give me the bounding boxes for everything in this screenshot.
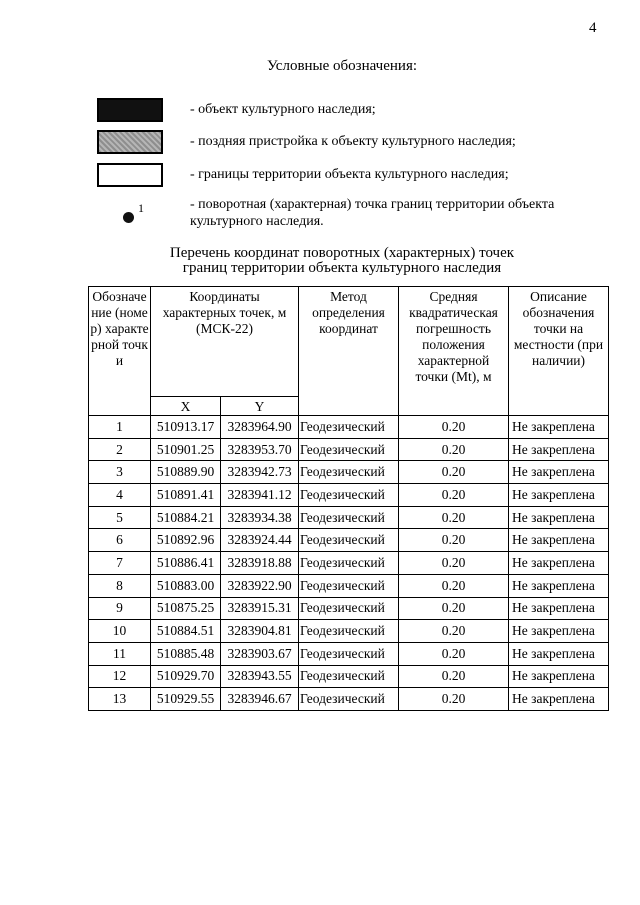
table-row [89, 529, 609, 552]
cell-description: Не закреплена [509, 506, 609, 529]
cell-x: 510889.90 [151, 461, 221, 484]
coordinates-table [88, 286, 609, 711]
cell-x: 510886.41 [151, 552, 221, 575]
cell-y: 3283946.67 [221, 688, 299, 711]
cell-description: Не закреплена [509, 552, 609, 575]
table-row [89, 620, 609, 643]
cell-y: 3283915.31 [221, 597, 299, 620]
legend-label-heritage-object: - объект культурного наследия; [190, 102, 376, 117]
header-coordinates: Координаты характерных точек, м (МСК-22) [151, 287, 299, 397]
cell-x: 510913.17 [151, 416, 221, 439]
cell-y: 3283953.70 [221, 438, 299, 461]
header-x: X [151, 397, 221, 416]
cell-y: 3283942.73 [221, 461, 299, 484]
cell-method: Геодезический [299, 552, 399, 575]
list-title-line2: границ территории объекта культурного наследия [182, 260, 502, 276]
cell-point-number: 2 [89, 438, 151, 461]
header-y: Y [221, 397, 299, 416]
cell-x: 510891.41 [151, 484, 221, 507]
table-row [89, 461, 609, 484]
cell-mean-error: 0.20 [399, 620, 509, 643]
cell-x: 510901.25 [151, 438, 221, 461]
legend-label-turning-point-line1: - поворотная (характерная) точка границ территории объекта [190, 197, 555, 212]
table-row [89, 642, 609, 665]
cell-description: Не закреплена [509, 484, 609, 507]
table-row [89, 574, 609, 597]
cell-mean-error: 0.20 [399, 574, 509, 597]
cell-description: Не закреплена [509, 574, 609, 597]
cell-x: 510875.25 [151, 597, 221, 620]
legend-label-territory-boundary: - границы территории объекта культурного наследия; [190, 167, 509, 182]
cell-point-number: 10 [89, 620, 151, 643]
cell-method: Геодезический [299, 665, 399, 688]
cell-description: Не закреплена [509, 529, 609, 552]
legend-swatch-heritage-object [97, 98, 163, 122]
cell-x: 510884.51 [151, 620, 221, 643]
cell-x: 510883.00 [151, 574, 221, 597]
cell-mean-error: 0.20 [399, 416, 509, 439]
cell-point-number: 4 [89, 484, 151, 507]
legend-point-marker [123, 212, 134, 223]
cell-mean-error: 0.20 [399, 461, 509, 484]
cell-description: Не закреплена [509, 642, 609, 665]
header-mean-error: Средняя квадратическая погрешность положения характерной точки (Mt), м [399, 287, 509, 416]
cell-y: 3283918.88 [221, 552, 299, 575]
list-title-line1: Перечень координат поворотных (характерных) точек [169, 245, 515, 261]
page-number: 4 [589, 20, 597, 36]
cell-y: 3283904.81 [221, 620, 299, 643]
table-row [89, 416, 609, 439]
cell-point-number: 5 [89, 506, 151, 529]
cell-method: Геодезический [299, 484, 399, 507]
cell-y: 3283943.55 [221, 665, 299, 688]
legend-swatch-later-extension [97, 130, 163, 154]
cell-point-number: 1 [89, 416, 151, 439]
legend-label-turning-point-line2: культурного наследия. [190, 214, 324, 229]
legend-swatch-territory-boundary [97, 163, 163, 187]
cell-x: 510892.96 [151, 529, 221, 552]
cell-y: 3283941.12 [221, 484, 299, 507]
cell-description: Не закреплена [509, 688, 609, 711]
cell-description: Не закреплена [509, 438, 609, 461]
cell-method: Геодезический [299, 574, 399, 597]
legend-point-marker-number: 1 [138, 201, 144, 215]
cell-description: Не закреплена [509, 597, 609, 620]
cell-description: Не закреплена [509, 620, 609, 643]
cell-point-number: 8 [89, 574, 151, 597]
cell-point-number: 6 [89, 529, 151, 552]
cell-x: 510929.55 [151, 688, 221, 711]
cell-point-number: 3 [89, 461, 151, 484]
cell-method: Геодезический [299, 438, 399, 461]
cell-y: 3283903.67 [221, 642, 299, 665]
cell-mean-error: 0.20 [399, 552, 509, 575]
cell-mean-error: 0.20 [399, 642, 509, 665]
table-row [89, 688, 609, 711]
table-row [89, 506, 609, 529]
cell-y: 3283922.90 [221, 574, 299, 597]
cell-method: Геодезический [299, 597, 399, 620]
table-row [89, 552, 609, 575]
cell-point-number: 13 [89, 688, 151, 711]
cell-x: 510929.70 [151, 665, 221, 688]
cell-description: Не закреплена [509, 461, 609, 484]
cell-point-number: 12 [89, 665, 151, 688]
table-row [89, 597, 609, 620]
cell-mean-error: 0.20 [399, 506, 509, 529]
cell-y: 3283934.38 [221, 506, 299, 529]
cell-mean-error: 0.20 [399, 484, 509, 507]
cell-mean-error: 0.20 [399, 529, 509, 552]
table-row [89, 484, 609, 507]
legend-title: Условные обозначения: [266, 58, 418, 74]
header-method: Метод определения координат [299, 287, 399, 416]
cell-x: 510884.21 [151, 506, 221, 529]
cell-description: Не закреплена [509, 416, 609, 439]
cell-method: Геодезический [299, 688, 399, 711]
cell-description: Не закреплена [509, 665, 609, 688]
table-row [89, 438, 609, 461]
cell-x: 510885.48 [151, 642, 221, 665]
table-row [89, 665, 609, 688]
cell-y: 3283964.90 [221, 416, 299, 439]
cell-method: Геодезический [299, 416, 399, 439]
cell-mean-error: 0.20 [399, 597, 509, 620]
legend-label-later-extension: - поздняя пристройка к объекту культурного наследия; [190, 134, 516, 149]
cell-method: Геодезический [299, 461, 399, 484]
cell-method: Геодезический [299, 506, 399, 529]
legend-label-turning-point [190, 196, 554, 230]
cell-method: Геодезический [299, 529, 399, 552]
cell-mean-error: 0.20 [399, 665, 509, 688]
cell-mean-error: 0.20 [399, 688, 509, 711]
cell-mean-error: 0.20 [399, 438, 509, 461]
cell-y: 3283924.44 [221, 529, 299, 552]
header-point-number: Обозначение (номер) характерной точки [89, 287, 151, 416]
cell-method: Геодезический [299, 642, 399, 665]
cell-point-number: 9 [89, 597, 151, 620]
header-description: Описание обозначения точки на местности (при наличии) [509, 287, 609, 416]
cell-point-number: 7 [89, 552, 151, 575]
cell-point-number: 11 [89, 642, 151, 665]
cell-method: Геодезический [299, 620, 399, 643]
